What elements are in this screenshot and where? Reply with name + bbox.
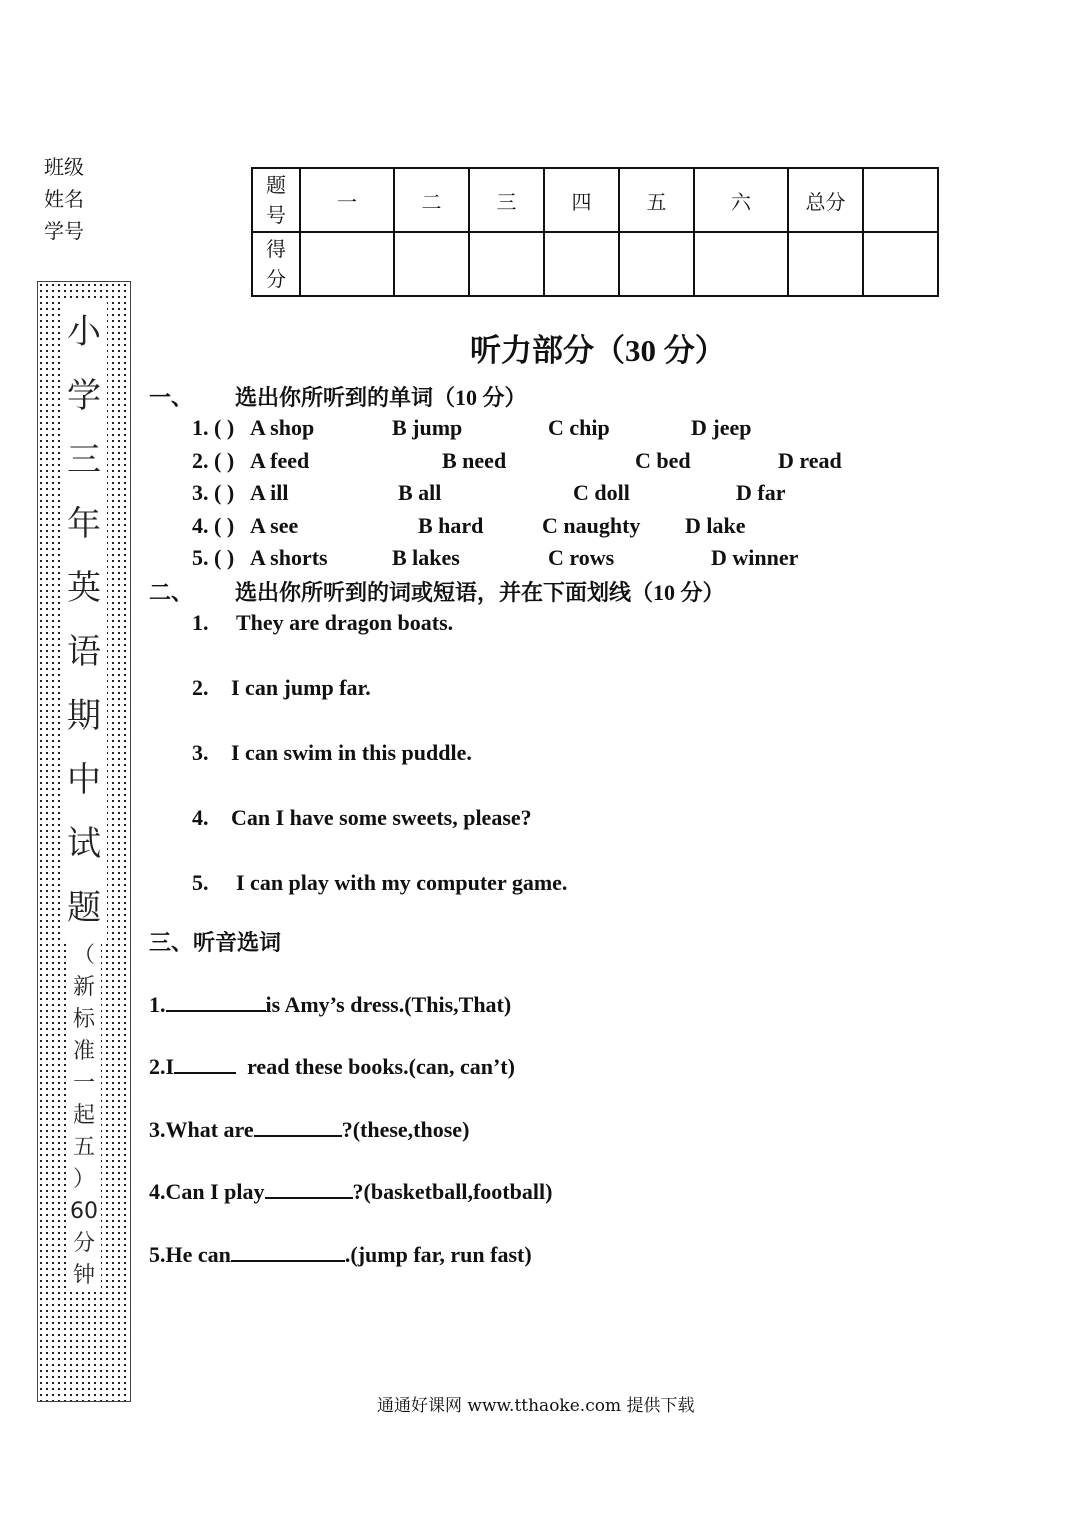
side-title-bar [37,281,131,1402]
item-prefix: 4.Can I play [149,1179,265,1204]
side-title-char: 学 [61,364,107,428]
fill-in-item [149,990,511,1018]
sentence[interactable]: They are dragon boats. [236,610,454,635]
side-title-char: 钟 [67,1260,101,1292]
option-c: C naughty [542,513,641,538]
side-title-char: 三 [61,428,107,492]
option-a: A shop [250,415,315,440]
score-cell[interactable] [694,232,788,296]
score-cell[interactable] [394,232,469,296]
item-prefix: 3.What are [149,1117,254,1142]
side-title-char: 一 [67,1068,101,1100]
option-c: C rows [548,545,615,570]
item-suffix: ?(basketball,football) [352,1179,553,1204]
header-cell: 总分 [788,168,863,232]
question-number[interactable]: 1. ( ) [192,415,235,440]
score-cell[interactable] [619,232,694,296]
item-number: 3. [192,740,209,765]
item-suffix: ?(these,those) [341,1117,470,1142]
item-prefix: 2.I [149,1054,175,1079]
option-d: D jeep [691,415,752,440]
option-d: D read [778,448,842,473]
side-title-char: 英 [61,556,107,620]
item-number: 5. [192,870,209,895]
fill-in-item [149,1177,552,1205]
option-d: D far [736,480,786,505]
option-a: A see [250,513,299,538]
side-title-char: 准 [67,1036,101,1068]
answer-blank[interactable] [231,1240,345,1262]
item-prefix: 1. [149,992,166,1017]
answer-blank[interactable] [166,990,266,1012]
fill-in-item [149,1052,515,1080]
score-cell[interactable] [788,232,863,296]
listening-title: 听力部分（30 分） [470,333,726,368]
score-cell[interactable] [863,232,938,296]
item-prefix: 5.He can [149,1242,231,1267]
footer: 通通好课网 www.tthaoke.com 提供下载 [377,1396,695,1416]
option-d: D winner [711,545,799,570]
question-number[interactable]: 5. ( ) [192,545,235,570]
question-number-label: 题 号 [252,168,300,232]
side-title-char: ） [67,1164,101,1196]
header-cell: 一 [300,168,394,232]
question-number[interactable]: 4. ( ) [192,513,235,538]
answer-blank[interactable] [254,1115,342,1137]
side-title-char: 中 [61,748,107,812]
sentence[interactable]: I can swim in this puddle. [231,740,472,765]
score-cell[interactable] [469,232,544,296]
side-title-char: 语 [61,620,107,684]
side-title-char: 新 [67,972,101,1004]
header-cell: 六 [694,168,788,232]
side-title-char: 年 [61,492,107,556]
class-label: 班级 [44,155,84,179]
header-cell: 四 [544,168,619,232]
score-cell[interactable] [300,232,394,296]
option-d: D lake [685,513,746,538]
header-cell: 五 [619,168,694,232]
fill-in-item [149,1115,469,1143]
item-number: 1. [192,610,209,635]
option-b: B all [398,480,442,505]
sentence[interactable]: I can jump far. [231,675,371,700]
question-number[interactable]: 2. ( ) [192,448,235,473]
score-cell[interactable] [544,232,619,296]
side-title-char: 五 [67,1132,101,1164]
option-b: B hard [418,513,484,538]
header-cell: 三 [469,168,544,232]
item-suffix: is Amy’s dress.(This,That) [265,992,512,1017]
section3-heading: 三、听音选词 [149,930,282,955]
question-number-row [252,168,938,232]
option-b: B jump [392,415,463,440]
question-number[interactable]: 3. ( ) [192,480,235,505]
side-title-char: 分 [67,1228,101,1260]
option-c: C bed [635,448,691,473]
score-label: 得 分 [252,232,300,296]
item-suffix: .(jump far, run fast) [344,1242,532,1267]
item-suffix: read these books.(can, can’t) [236,1054,515,1079]
option-c: C chip [548,415,610,440]
header-cell [863,168,938,232]
answer-blank[interactable] [174,1052,236,1074]
fill-in-item [149,1240,532,1268]
option-a: A feed [250,448,310,473]
student-number-label: 学号 [44,219,84,243]
side-title-char: 试 [61,812,107,876]
option-a: A ill [250,480,289,505]
section2-heading: 二、 选出你所听到的词或短语，并在下面划线（10 分） [149,580,725,605]
score-table [251,167,939,297]
option-a: A shorts [250,545,328,570]
item-number: 2. [192,675,209,700]
side-title-char: （ [67,940,101,972]
option-c: C doll [573,480,630,505]
header-cell: 二 [394,168,469,232]
side-title [38,300,130,1292]
score-row [252,232,938,296]
item-number: 4. [192,805,209,830]
side-title-char: 60 [67,1196,101,1228]
side-title-char: 题 [61,876,107,940]
option-b: B need [442,448,507,473]
answer-blank[interactable] [265,1177,353,1199]
option-b: B lakes [392,545,460,570]
side-title-char: 标 [67,1004,101,1036]
side-title-char: 期 [61,684,107,748]
sentence[interactable]: Can I have some sweets, please? [231,805,532,830]
student-info [44,151,84,247]
side-title-char: 小 [61,300,107,364]
name-label: 姓名 [44,187,84,211]
side-title-char: 起 [67,1100,101,1132]
sentence[interactable]: I can play with my computer game. [236,870,568,895]
section1-heading: 一、 选出你所听到的单词（10 分） [149,385,527,410]
